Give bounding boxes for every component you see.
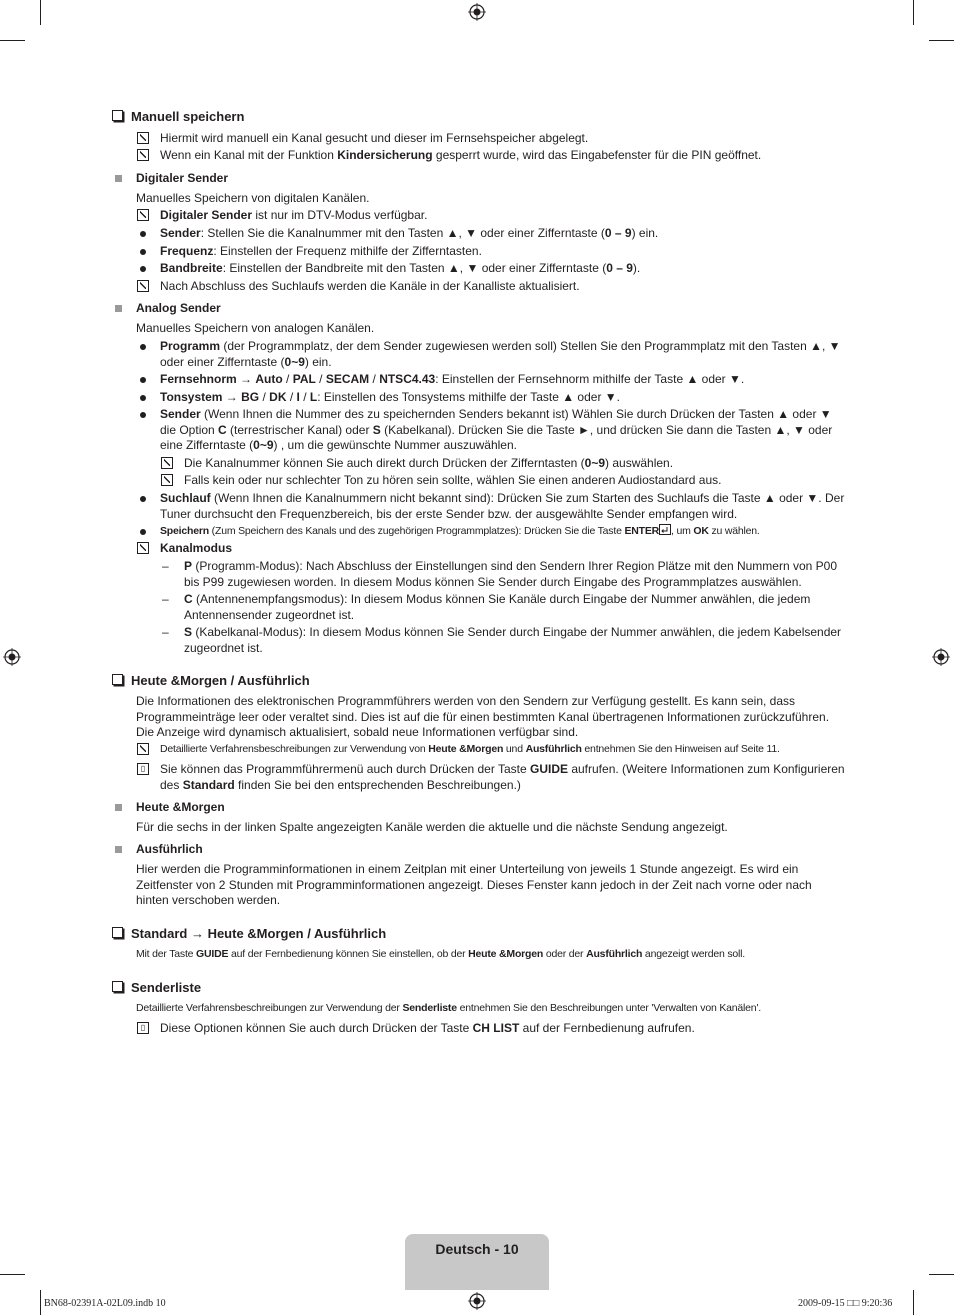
- square-bullet-icon: [115, 804, 122, 811]
- checkbox-icon: [112, 927, 123, 938]
- crop-mark: [929, 40, 954, 41]
- bullet-item: Tonsystem → BG / DK / I / L: Einstellen des Tonsystems mithilfe der Taste ▲ oder ▼.: [136, 390, 846, 406]
- bullet-item: Sender: Stellen Sie die Kanalnummer mit den Tasten ▲, ▼ oder einer Zifferntaste (0 – 9) ein.: [136, 226, 846, 242]
- paragraph: Hier werden die Programminformationen in einem Zeitplan mit einer Unterteilung von jeweils 1 Stunde angezeigt. Es wird ein Zeitfenster von 2 Stunden mit Programminformationen angezeigt. Dieses Fenster kann jedoch in der Zeit nach vorne oder nach hinten verschoben werden.: [136, 862, 812, 907]
- subheading-analog-sender: Analog Sender: [136, 301, 221, 315]
- crop-mark: [913, 1290, 914, 1315]
- paragraph: Mit der Taste GUIDE auf der Fernbedienung können Sie einstellen, ob der Heute &Morgen oder der Ausführlich angezeigt werden soll.: [136, 948, 746, 960]
- note-icon: [137, 209, 149, 221]
- bullet-dot-icon: [140, 529, 146, 535]
- subheading-digitaler-sender: Digitaler Sender: [136, 171, 229, 185]
- print-slug-left: BN68-02391A-02L09.indb 10: [44, 1298, 166, 1309]
- crop-mark: [0, 1274, 25, 1275]
- square-bullet-icon: [115, 846, 122, 853]
- dash-item: – P (Programm-Modus): Nach Abschluss der Einstellungen sind den Sendern Ihrer Region Plätze mit den Nummern von P00 bis P99 zugewiesen worden. In diesem Modus können Sie Sender durch Eingabe des Programmplatzes auswählen.: [162, 559, 837, 589]
- section-heading-senderliste: Senderliste: [112, 980, 201, 996]
- section-heading-heute-morgen: Heute &Morgen / Ausführlich: [112, 673, 310, 689]
- bullet-item: Bandbreite: Einstellen der Bandbreite mit den Tasten ▲, ▼ oder einer Zifferntaste (0 – 9).: [136, 261, 846, 277]
- dash-item: – S (Kabelkanal-Modus): In diesem Modus können Sie Sender durch Eingabe der Nummer anwählen, die jedem Kabelsender zugeordnet ist.: [162, 625, 842, 655]
- bullet-dot-icon: [140, 412, 146, 418]
- note-icon: [137, 149, 149, 161]
- bullet-dot-icon: [140, 266, 146, 272]
- registration-mark-icon: [468, 3, 486, 21]
- note-icon: [137, 542, 149, 554]
- note-icon: [137, 280, 149, 292]
- enter-key-icon: [659, 524, 671, 535]
- dash-item: – C (Antennenempfangsmodus): In diesem Modus können Sie Kanäle durch Eingabe der Nummer anwählen, die jedem Antennensender zugeordnet ist.: [162, 592, 811, 622]
- square-bullet-icon: [115, 175, 122, 182]
- registration-mark-icon: [468, 1292, 486, 1310]
- crop-mark: [913, 0, 914, 25]
- note-item: Nach Abschluss des Suchlaufs werden die Kanäle in der Kanalliste aktualisiert.: [136, 279, 846, 295]
- paragraph: Detaillierte Verfahrensbeschreibungen zur Verwendung der Senderliste entnehmen Sie den Beschreibungen unter 'Verwalten von Kanälen'.: [136, 1002, 761, 1014]
- crop-mark: [0, 40, 25, 41]
- bullet-dot-icon: [140, 231, 146, 237]
- section-heading-standard: Standard → Heute &Morgen / Ausführlich: [112, 926, 386, 942]
- subheading-heute-morgen: Heute &Morgen: [136, 800, 225, 814]
- paragraph: Manuelles Speichern von digitalen Kanälen.: [136, 191, 370, 205]
- note-icon: [137, 743, 149, 755]
- section-heading-manuell-speichern: Manuell speichern: [112, 109, 244, 125]
- tip-item: ▯ Sie können das Programmführermenü auch durch Drücken der Taste GUIDE aufrufen. (Weitere Informationen zum Konfigurieren des Standard finden Sie bei den entsprechenden Beschreibungen.): [136, 762, 846, 793]
- subheading-ausfuehrlich: Ausführlich: [136, 842, 203, 856]
- note-item: Digitaler Sender ist nur im DTV-Modus verfügbar.: [136, 208, 846, 224]
- note-item: Die Kanalnummer können Sie auch direkt durch Drücken der Zifferntasten (0~9) auswählen.: [160, 456, 846, 472]
- print-slug-right: 2009-09-15 □□ 9:20:36: [798, 1298, 893, 1309]
- bullet-item: Fernsehnorm → Auto / PAL / SECAM / NTSC4.43: Einstellen der Fernsehnorm mithilfe der Taste ▲ oder ▼.: [136, 372, 846, 388]
- bullet-dot-icon: [140, 344, 146, 350]
- page-number-tab: [405, 1234, 549, 1290]
- bullet-dot-icon: [140, 249, 146, 255]
- note-icon: [161, 457, 173, 469]
- note-item: Hiermit wird manuell ein Kanal gesucht und dieser im Fernsehspeicher abgelegt.: [136, 131, 846, 147]
- registration-mark-icon: [932, 648, 950, 666]
- bullet-dot-icon: [140, 395, 146, 401]
- registration-mark-icon: [3, 648, 21, 666]
- checkbox-icon: [112, 674, 123, 685]
- checkbox-icon: [112, 981, 123, 992]
- crop-mark: [40, 0, 41, 25]
- paragraph: Für die sechs in der linken Spalte angezeigten Kanäle werden die aktuelle und die nächste Sendung angezeigt.: [136, 820, 728, 834]
- bullet-dot-icon: [140, 377, 146, 383]
- tip-item: ▯ Diese Optionen können Sie auch durch Drücken der Taste CH LIST auf der Fernbedienung aufrufen.: [136, 1021, 846, 1037]
- remote-control-icon: ▯: [137, 1022, 149, 1034]
- bullet-item: Suchlauf (Wenn Ihnen die Kanalnummern nicht bekannt sind): Drücken Sie zum Starten des Suchlaufs die Taste ▲ oder ▼. Der Tuner durchsucht den Frequenzbereich, bis der erste Sender bzw. der ausgewählte Sender empfangen wird.: [136, 491, 846, 522]
- page-number: Deutsch - 10: [435, 1241, 519, 1257]
- crop-mark: [929, 1274, 954, 1275]
- bullet-dot-icon: [140, 496, 146, 502]
- note-item: Detaillierte Verfahrensbeschreibungen zur Verwendung von Heute &Morgen und Ausführlich entnehmen Sie den Hinweisen auf Seite 11.: [136, 742, 846, 758]
- note-item: Kanalmodus: [136, 541, 846, 557]
- bullet-item: Sender (Wenn Ihnen die Nummer des zu speichernden Senders bekannt ist) Wählen Sie durch Drücken der Tasten ▲ oder ▼ die Option C (terrestrischer Kanal) oder S (Kabelkanal). Drücken Sie die Taste ►, und drücken Sie dann die Tasten ▲, ▼ oder eine Zifferntaste (0~9) , um die gewünschte Nummer auszuwählen.: [136, 407, 846, 454]
- note-item: Wenn ein Kanal mit der Funktion Kindersicherung gesperrt wurde, wird das Eingabefenster für die PIN geöffnet.: [136, 148, 846, 164]
- bullet-item: Frequenz: Einstellen der Frequenz mithilfe der Zifferntasten.: [136, 244, 846, 260]
- paragraph: Manuelles Speichern von analogen Kanälen.: [136, 321, 375, 335]
- paragraph: Die Informationen des elektronischen Programmführers werden von den Sendern zur Verfügung gestellt. Es kann sein, dass Programmeinträge leer oder veraltet sind. Dies ist auf die für einen bestimmten Kanal übertragenen Informationen zurückzuführen. Die Anzeige wird dynamisch aktualisiert, sobald neue Informationen verfügbar sind.: [136, 694, 830, 739]
- square-bullet-icon: [115, 305, 122, 312]
- crop-mark: [40, 1290, 41, 1315]
- note-icon: [161, 474, 173, 486]
- bullet-item: Programm (der Programmplatz, der dem Sender zugewiesen werden soll) Stellen Sie den Programmplatz mit den Tasten ▲, ▼ oder einer Zifferntaste (0~9) ein.: [136, 339, 846, 370]
- note-item: Falls kein oder nur schlechter Ton zu hören sein sollte, wählen Sie einen anderen Audiostandard aus.: [160, 473, 846, 489]
- remote-control-icon: ▯: [137, 763, 149, 775]
- checkbox-icon: [112, 110, 123, 121]
- bullet-item: Speichern (Zum Speichern des Kanals und des zugehörigen Programmplatzes): Drücken Sie die Taste ENTER , um OK zu wählen.: [136, 524, 846, 540]
- note-icon: [137, 132, 149, 144]
